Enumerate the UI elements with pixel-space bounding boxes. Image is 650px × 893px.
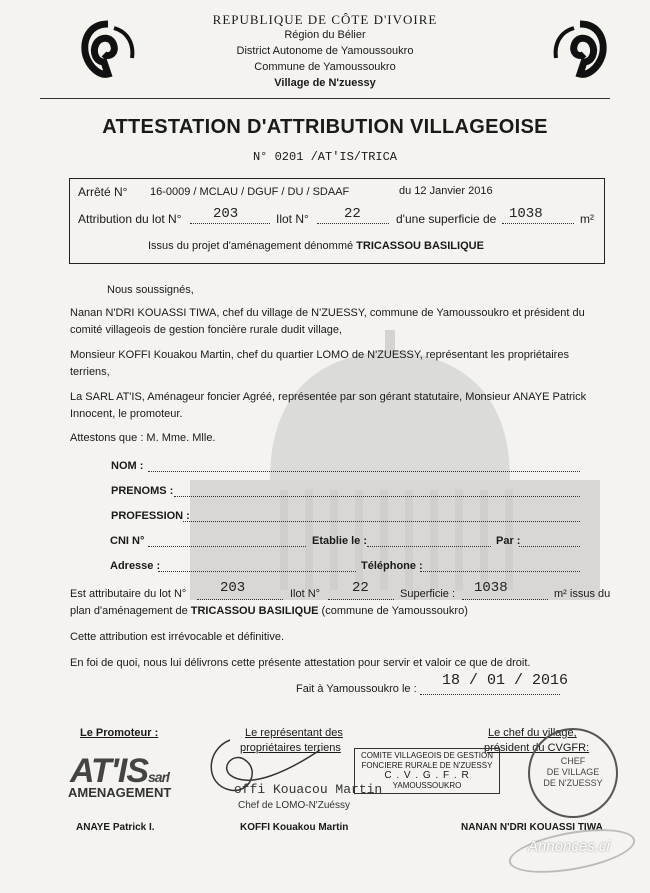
rep-title-1: Le représentant des <box>245 727 343 739</box>
ilot-label: Ilot N° <box>276 212 309 226</box>
round-line2: DE VILLAGE <box>546 767 600 777</box>
promoteur-name: ANAYE Patrick I. <box>76 822 155 833</box>
round-line3: DE N'ZUESSY <box>543 778 603 788</box>
attribution-line2-name: TRICASSOU BASILIQUE <box>190 605 319 617</box>
en-foi-line: En foi de quoi, nous lui délivrons cette présente attestation pour servir et valoir ce que de droit. <box>70 657 531 669</box>
round-line1: CHEF <box>560 756 586 766</box>
attribution-line2 <box>70 605 468 617</box>
attribution-line2-suffix: (commune de Yamoussoukro) <box>321 605 468 617</box>
nom-label: NOM : <box>111 460 144 472</box>
adresse-label: Adresse : <box>110 560 161 572</box>
attribution-lot: 203 <box>220 580 246 596</box>
header-divider <box>40 98 610 99</box>
adresse-field[interactable] <box>158 560 356 572</box>
projet-line <box>148 240 484 252</box>
superficie-label: d'une superficie de <box>396 212 497 226</box>
header-republic: REPUBLIQUE DE CÔTE D'IVOIRE <box>212 12 438 27</box>
paragraph-1b: comité villageois de gestion foncière rurale dudit village, <box>70 324 343 336</box>
superficie-unit: m² <box>580 212 594 226</box>
par-label: Par : <box>496 535 521 547</box>
header-village: Village de N'zuessy <box>274 77 376 89</box>
profession-label: PROFESSION : <box>111 510 190 522</box>
lot-label: Attribution du lot N° <box>78 212 182 226</box>
soussignes: Nous soussignés, <box>107 284 194 296</box>
fait-label: Fait à Yamoussoukro le : <box>296 683 417 695</box>
attribution-line2-prefix: plan d'aménagement de <box>70 605 188 617</box>
paragraph-3a: La SARL AT'IS, Aménageur foncier Agréé, représentée par son gérant statutaire, Monsieur ANAYE Patrick <box>70 391 587 403</box>
document-reference: N° 0201 /AT'IS/TRICA <box>252 150 398 164</box>
arrete-value: 16-0009 / MCLAU / DGUF / DU / SDAAF <box>150 186 350 198</box>
attribution-prefix: Est attributaire du lot N° <box>70 588 187 600</box>
promoteur-title: Le Promoteur : <box>80 727 159 739</box>
lot-value: 203 <box>213 206 239 222</box>
cvgfr-line3: C . V . G . F . R <box>384 770 470 781</box>
paragraph-2b: terriens, <box>70 366 110 378</box>
cni-field[interactable] <box>148 535 306 547</box>
header-region: Région du Bélier <box>284 29 366 41</box>
telephone-field[interactable] <box>420 560 580 572</box>
nom-field[interactable] <box>148 460 580 472</box>
rep-stamp-line1: offi Kouacou Martin <box>234 782 383 797</box>
attestons-line: Attestons que : M. Mme. Mlle. <box>70 432 216 444</box>
cvgfr-line2: FONCIERE RURALE DE N'ZUESSY <box>361 761 493 770</box>
header-commune: Commune de Yamoussoukro <box>254 61 396 73</box>
chef-title-2: président du CVGFR: <box>484 742 590 754</box>
attribution-ilot-label: Ilot N° <box>290 588 321 600</box>
fait-date: 18 / 01 / 2016 <box>442 672 569 689</box>
rep-stamp-line2: Chef de LOMO-N'Zuéssy <box>238 800 350 811</box>
par-field[interactable] <box>519 535 580 547</box>
paragraph-3b: Innocent, le promoteur. <box>70 408 183 420</box>
rep-title-2: propriétaires terriens <box>240 742 341 754</box>
etabli-label: Etablie le : <box>312 535 368 547</box>
projet-name: TRICASSOU BASILIQUE <box>356 240 484 252</box>
attribution-ilot: 22 <box>352 580 369 596</box>
etabli-field[interactable] <box>367 535 491 547</box>
telephone-label: Téléphone : <box>361 560 423 572</box>
chef-round-stamp <box>528 728 618 818</box>
prenoms-field[interactable] <box>174 485 580 497</box>
profession-field[interactable] <box>183 510 580 522</box>
cvgfr-line1: COMITE VILLAGEOIS DE GESTION <box>360 751 494 760</box>
cni-label: CNI N° <box>110 535 145 547</box>
chef-title-1: Le chef du village, <box>488 727 577 739</box>
ilot-value: 22 <box>344 206 361 222</box>
arrete-date: du 12 Janvier 2016 <box>399 185 493 197</box>
atis-logo-sub: AMENAGEMENT <box>68 785 172 800</box>
atis-logo-main: AT'IS <box>70 752 149 790</box>
paragraph-1a: Nanan N'DRI KOUASSI TIWA, chef du village de N'ZUESSY, commune de Yamoussoukro et président du <box>70 307 585 319</box>
arrete-label: Arrêté N° <box>78 185 128 199</box>
header-district: District Autonome de Yamoussoukro <box>236 45 414 57</box>
document-title: ATTESTATION D'ATTRIBUTION VILLAGEOISE <box>102 116 548 138</box>
prenoms-label: PRENOMS : <box>111 485 174 497</box>
cvgfr-stamp <box>354 748 500 794</box>
attribution-sup: 1038 <box>474 580 508 596</box>
watermark-text: Annonces.ci <box>528 838 610 855</box>
attribution-sup-label: Superficie : <box>400 588 456 600</box>
projet-prefix: Issus du projet d'aménagement dénommé <box>148 240 354 252</box>
superficie-value: 1038 <box>509 206 543 222</box>
chef-name: NANAN N'DRI KOUASSI TIWA <box>461 822 603 833</box>
paragraph-2a: Monsieur KOFFI Kouakou Martin, chef du quartier LOMO de N'ZUESSY, représentant les propriétaires <box>70 349 569 361</box>
cvgfr-line4: YAMOUSSOUKRO <box>392 781 462 790</box>
atis-logo-sarl: sarl <box>148 769 169 785</box>
rep-name: KOFFI Kouakou Martin <box>240 822 349 833</box>
irrevocable-line: Cette attribution est irrévocable et définitive. <box>70 631 285 643</box>
attribution-suffix: m² issus du <box>554 588 611 600</box>
